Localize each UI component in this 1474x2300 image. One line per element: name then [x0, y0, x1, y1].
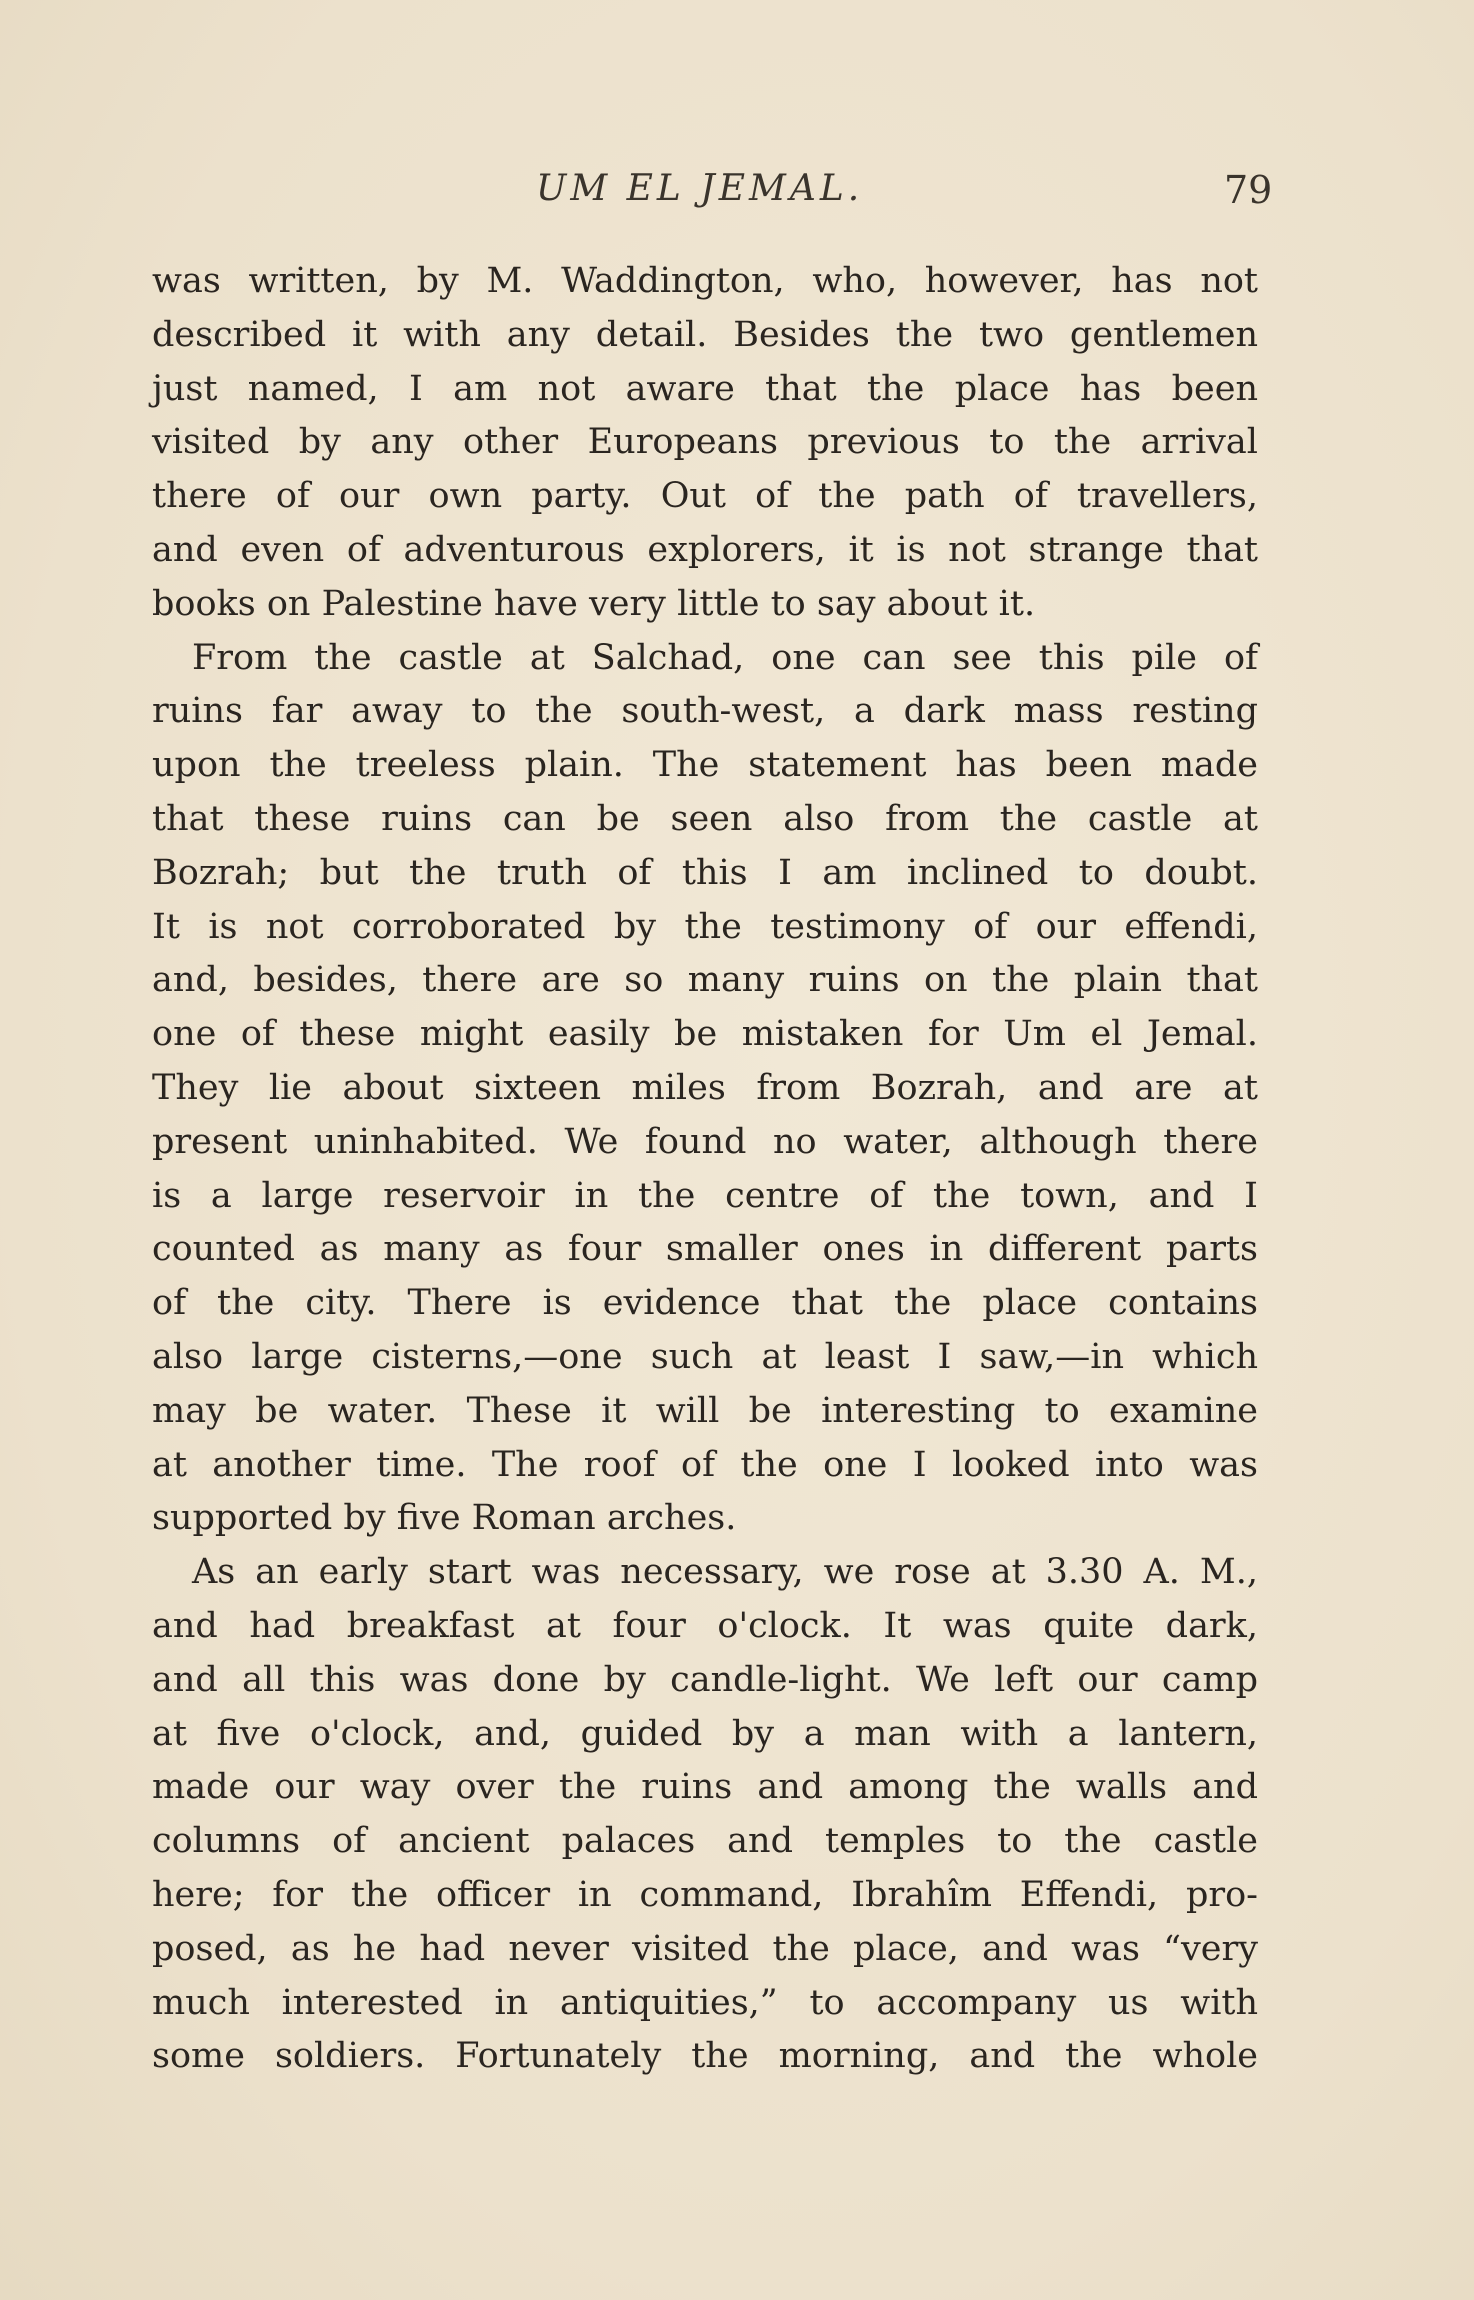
text-line: may be water. These it will be interesting to examine: [152, 1390, 1258, 1431]
text-line: posed, as he had never visited the place, and was “very: [152, 1928, 1258, 1969]
text-line: ruins far away to the south-west, a dark mass resting: [152, 691, 1258, 732]
text-line: here; for the officer in command, Ibrahîm Effendi, pro-: [152, 1874, 1258, 1915]
text-line: supported by five Roman arches.: [152, 1498, 737, 1539]
text-line: columns of ancient palaces and temples to the castle: [152, 1821, 1258, 1862]
text-line: described it with any detail. Besides the two gentlemen: [152, 314, 1258, 355]
text-line: there of our own party. Out of the path of travellers,: [152, 476, 1258, 517]
text-line: at five o'clock, and, guided by a man with a lantern,: [152, 1713, 1258, 1754]
text-line: present uninhabited. We found no water, although there: [152, 1121, 1258, 1162]
text-line: Bozrah; but the truth of this I am inclined to doubt.: [152, 852, 1258, 893]
text-line: of the city. There is evidence that the place contains: [152, 1283, 1258, 1324]
text-line: upon the treeless plain. The statement has been made: [152, 745, 1258, 786]
text-line: It is not corroborated by the testimony of our effendi,: [152, 906, 1258, 947]
text-line: was written, by M. Waddington, who, however, has not: [152, 261, 1258, 301]
text-line: and even of adventurous explorers, it is not strange that: [152, 529, 1258, 570]
text-line: one of these might easily be mistaken for Um el Jemal.: [152, 1014, 1258, 1055]
text-line: made our way over the ruins and among the walls and: [152, 1767, 1258, 1808]
running-title: UM EL JEMAL.: [536, 168, 864, 209]
text-line: some soldiers. Fortunately the morning, and the whole: [152, 2036, 1258, 2077]
text-line: They lie about sixteen miles from Bozrah, and are at: [152, 1067, 1258, 1108]
text-line: and, besides, there are so many ruins on the plain that: [152, 960, 1258, 1001]
text-line: also large cisterns,—one such at least I saw,—in which: [152, 1336, 1258, 1377]
text-line: much interested in antiquities,” to accompany us with: [152, 1982, 1258, 2023]
body-text: [152, 255, 1258, 2084]
paragraph-start-line: As an early start was necessary, we rose at 3.30 A. M.,: [192, 1552, 1258, 1593]
page-number: 79: [1224, 168, 1273, 212]
text-line: just named, I am not aware that the place has been: [152, 368, 1258, 409]
text-line: counted as many as four smaller ones in different parts: [152, 1229, 1258, 1270]
text-line: and had breakfast at four o'clock. It was quite dark,: [152, 1605, 1258, 1646]
text-line: and all this was done by candle-light. We left our camp: [152, 1659, 1258, 1700]
paragraph-start-line: From the castle at Salchad, one can see this pile of: [192, 637, 1258, 678]
text-line: at another time. The roof of the one I looked into was: [152, 1444, 1258, 1485]
text-line: visited by any other Europeans previous to the arrival: [152, 422, 1258, 463]
text-line: books on Palestine have very little to say about it.: [152, 583, 1036, 624]
text-line: that these ruins can be seen also from the castle at: [152, 798, 1258, 839]
text-line: is a large reservoir in the centre of the town, and I: [152, 1175, 1258, 1216]
running-header: [0, 168, 1474, 218]
